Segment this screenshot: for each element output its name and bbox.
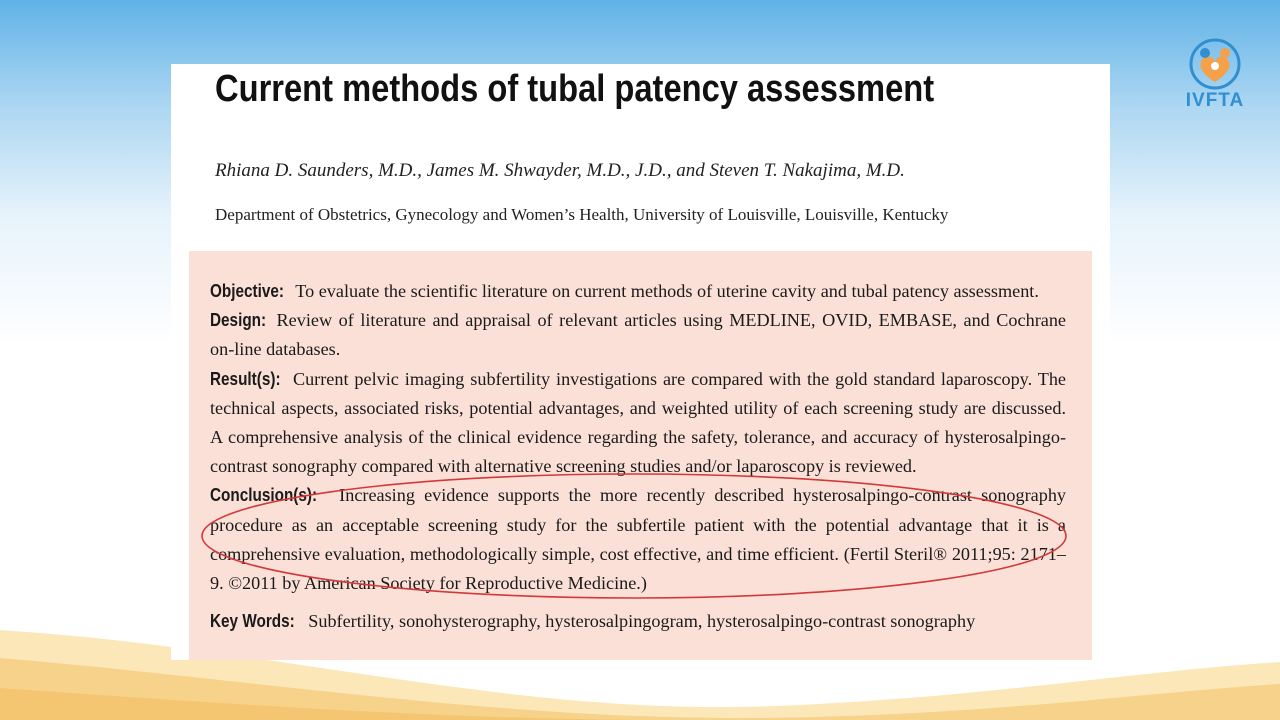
results-label: Result(s): (210, 368, 281, 389)
logo-wordmark: IVFTA (1185, 90, 1245, 111)
keywords-text: Subfertility, sonohysterography, hysterosalpingogram, hysterosalpingo-contrast sonography (308, 611, 976, 632)
paper-authors: Rhiana D. Saunders, M.D., James M. Shwayder, M.D., J.D., and Steven T. Nakajima, M.D. (215, 160, 905, 181)
family-heart-icon (1172, 36, 1258, 92)
paper-title: Current methods of tubal patency assessment (215, 68, 935, 110)
design-label: Design: (210, 310, 267, 331)
abstract-objective (210, 277, 1066, 306)
paper-excerpt (171, 64, 1110, 660)
abstract-box (189, 251, 1092, 660)
conclusions-label: Conclusion(s): (210, 485, 318, 506)
design-text: Review of literature and appraisal of relevant articles using MEDLINE, OVID, EMBASE, and Cochrane on-line databases. (210, 310, 1066, 360)
abstract-conclusions (210, 481, 1066, 598)
conclusions-text: Increasing evidence supports the more recently described hysterosalpingo-contrast sonography procedure as an acceptable screening study for the subfertile patient with the potential advantage that it is a comprehensive evaluation, methodologically simple, cost effective, and time efficient. (Fertil Steril® 2011;95: 2171–9. ©2011 by American Society for Reproductive Medicine.) (210, 485, 1067, 594)
keywords-label: Key Words: (210, 611, 295, 632)
objective-label: Objective: (210, 281, 284, 301)
abstract-results (210, 365, 1066, 482)
results-text: Current pelvic imaging subfertility investigations are compared with the gold standard laparoscopy. The technical aspects, associated risks, potential advantages, and weighted utility of each screening study are discussed. A comprehensive analysis of the clinical evidence regarding the safety, tolerance, and accuracy of hysterosalpingo-contrast sonography compared with alternative screening studies and/or laparoscopy is reviewed. (210, 368, 1066, 477)
abstract-design (210, 306, 1066, 364)
ivfta-logo (1172, 36, 1258, 116)
abstract-keywords (210, 607, 1066, 636)
objective-text: To evaluate the scientific literature on current methods of uterine cavity and tubal patency assessment. (295, 281, 1039, 301)
paper-affiliation: Department of Obstetrics, Gynecology and Women’s Health, University of Louisville, Louisville, Kentucky (215, 205, 949, 224)
